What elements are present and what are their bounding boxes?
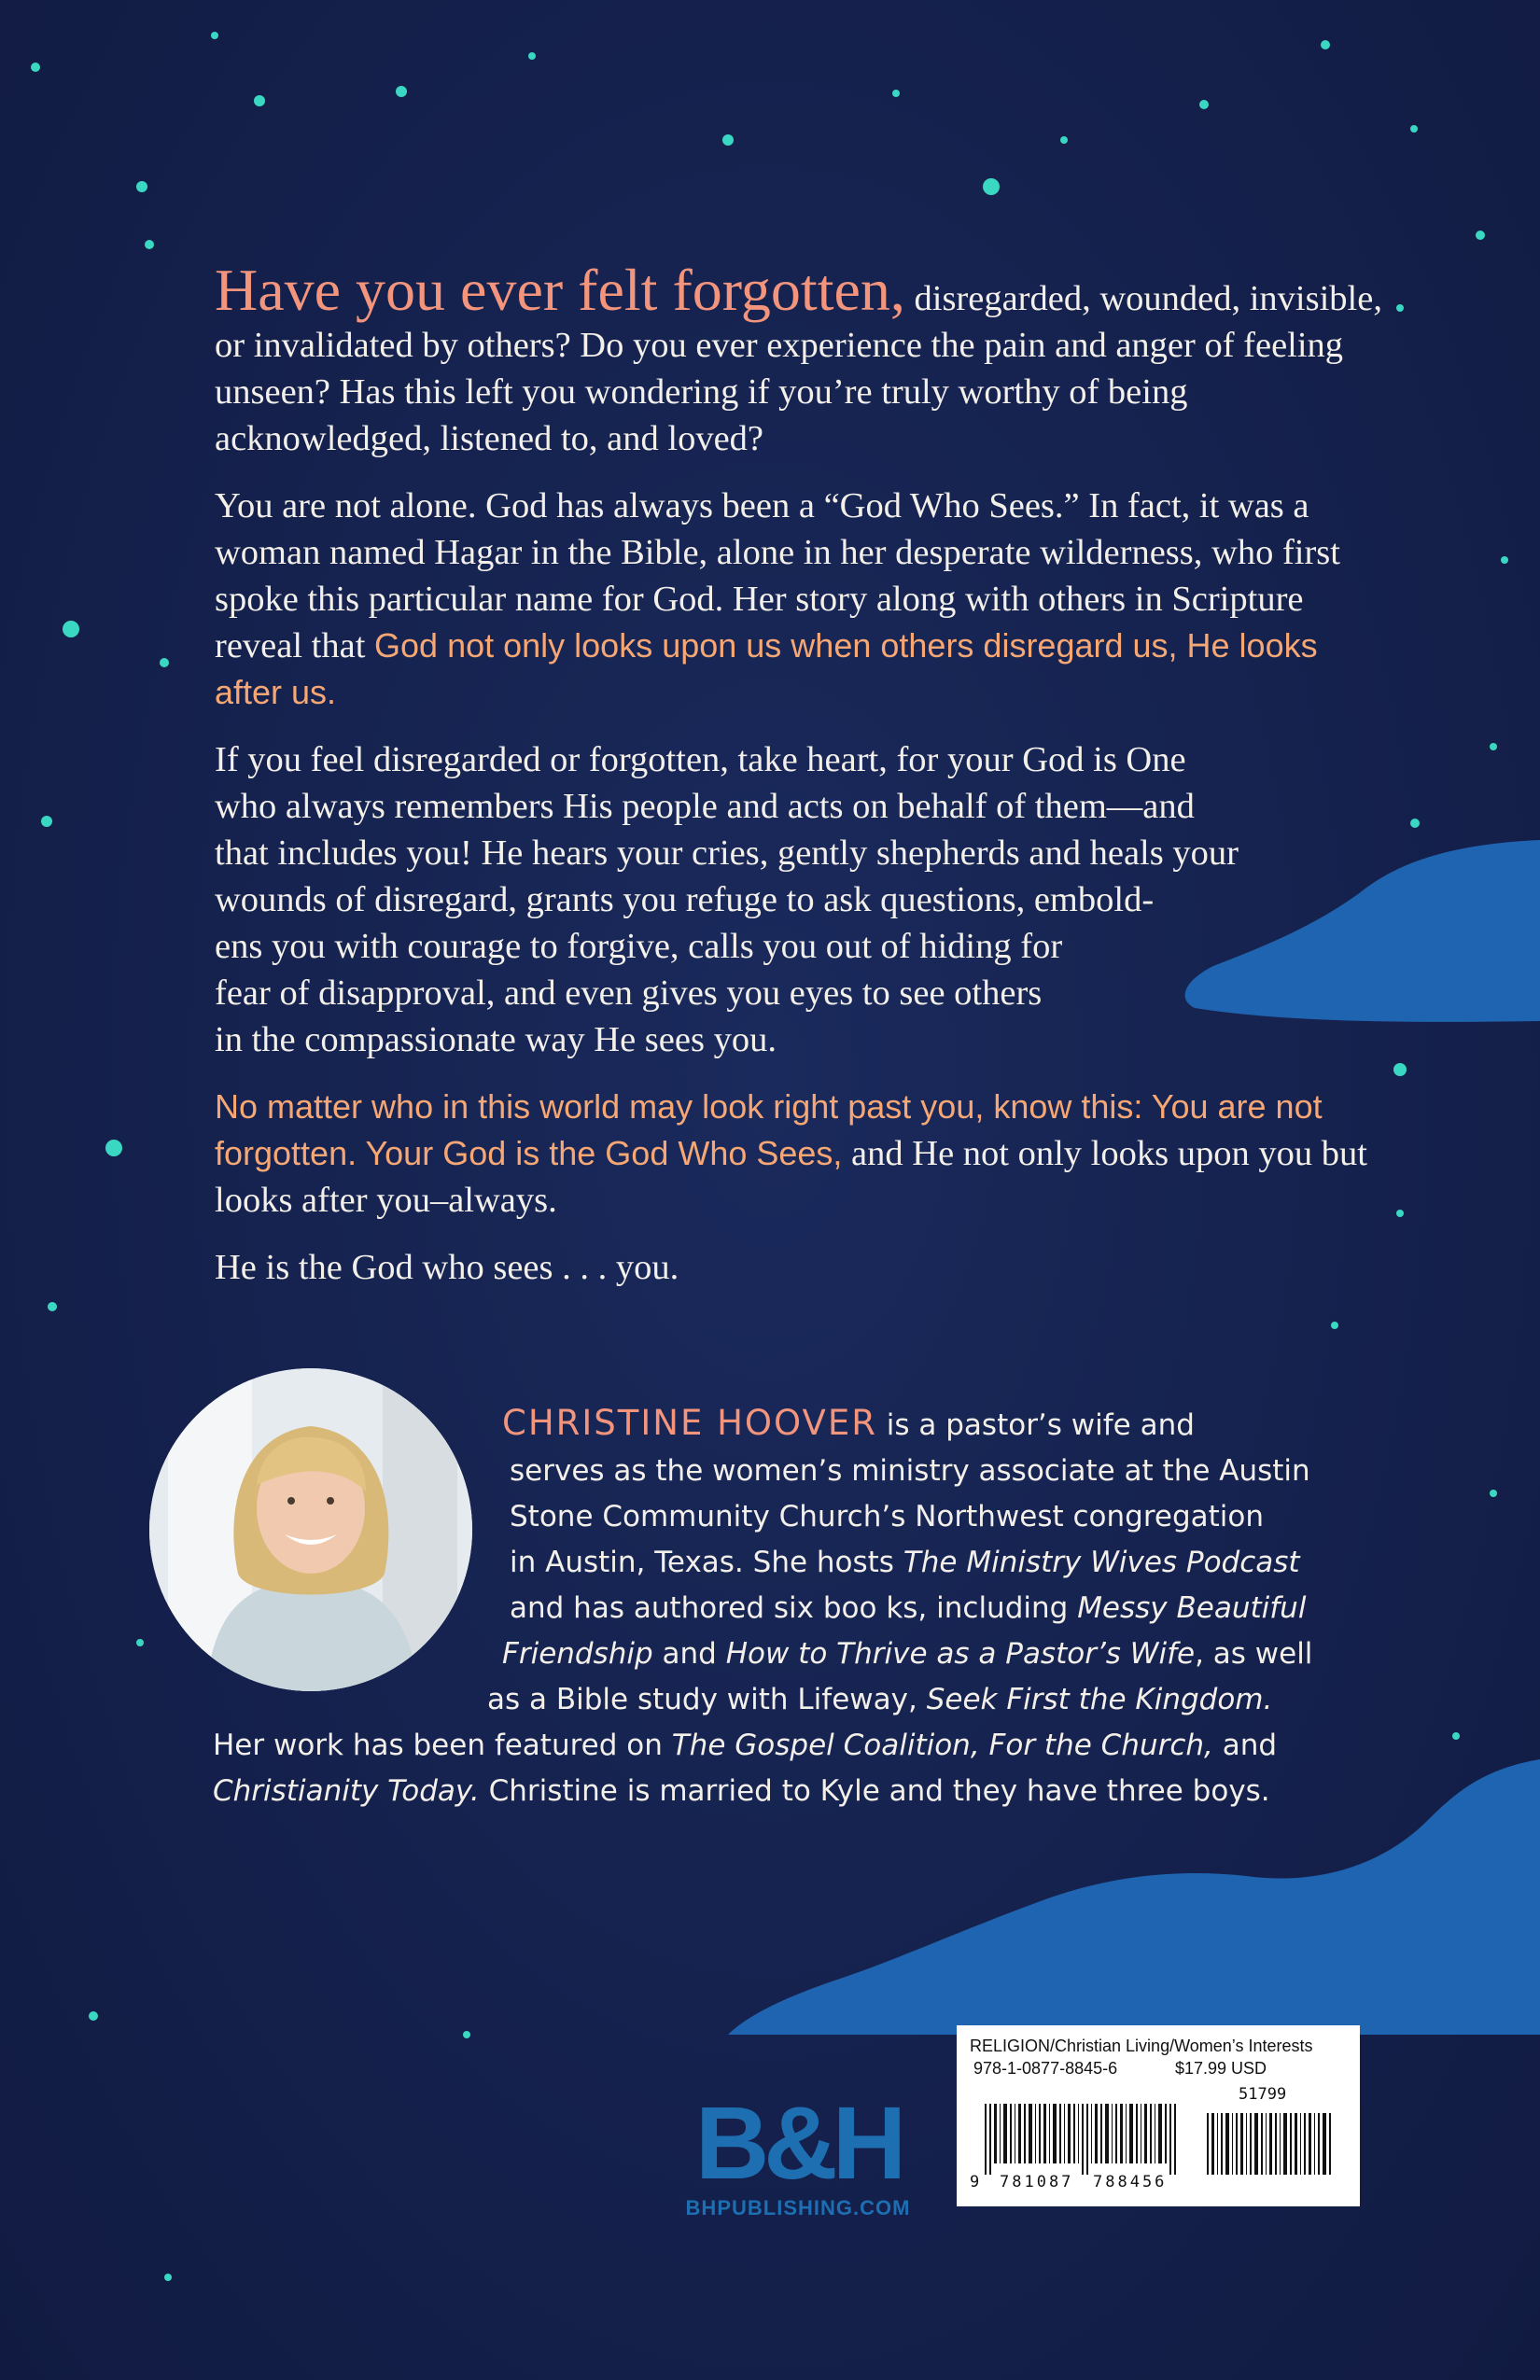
author-bio: CHRISTINE HOOVER is a pastor’s wife and serves as the women’s ministry associate at the Austin Stone Community Church’s Northwest congregation in Austin, Texas. She hosts The Ministry Wives Podcast and has authored six boo ks, including Messy Beautiful Friendship and How to Thrive as a Pastor’s Wife, as well as a Bible study with Lifeway, Seek First the Kingdom. Her work has been featured on The Gospel Coalition, For the Church, and Christianity Today. Christine is married to Kyle and they have three boys. — [213, 1403, 1313, 1808]
author-name: CHRISTINE HOOVER — [502, 1403, 877, 1443]
ean-group-2: 788456 — [1093, 2173, 1168, 2191]
blurb-highlight: God not only looks upon us when others disregard us, He looks after us. — [215, 626, 1318, 711]
barcode-bars — [985, 2104, 1349, 2175]
blurb-paragraph-2: You are not alone. God has always been a “God Who Sees.” In fact, it was a woman named Hagar in the Bible, alone in her desperate wilderness, who first spoke this particular name for God. Her story along with others in Scripture reveal that God not only looks upon us when others disregard us, He looks after us. — [215, 486, 1340, 711]
publisher-logo — [653, 2086, 943, 2220]
retail-price: $17.99 USD — [1175, 2059, 1267, 2078]
blurb-lead-phrase: Have you ever felt forgotten, — [215, 257, 905, 323]
blurb-paragraph-5: He is the God who sees . . . you. — [215, 1248, 679, 1287]
ean-group-1: 781087 — [1000, 2173, 1074, 2191]
blurb-paragraph-1: Have you ever felt forgotten, disregarded, wounded, invisible, or invalidated by others? Do you ever experience the pain and anger of feeling unseen? Has this left you wondering if you’re truly worthy of being acknowledged, listened to, and loved? — [215, 257, 1382, 458]
blurb-paragraph-3: If you feel disregarded or forgotten, take heart, for your God is One who always remembers His people and acts on behalf of them—and that includes you! He hears your cries, gently shepherds and heals your wounds of disregard, grants you refuge to ask questions, embold- ens you with courage to forgive, calls you out of hiding for fear of disapproval, and even gives you eyes to see others in the compassionate way He sees you. — [215, 740, 1239, 1059]
blurb-paragraph-4: No matter who in this world may look right past you, know this: You are not forgotten. Your God is the God Who Sees, and He not only looks upon you but looks after you–always. — [215, 1087, 1367, 1220]
publisher-url: BHPUBLISHING.COM — [685, 2196, 911, 2219]
bisac-category: RELIGION/Christian Living/Women’s Interests — [970, 2037, 1313, 2055]
blurb-highlight: No matter who in this world may look right past you, know this: You are not forgotten. Your God is the God Who Sees, — [215, 1087, 1323, 1172]
isbn-number: 978-1-0877-8845-6 — [973, 2059, 1118, 2078]
description-blurb — [215, 257, 1391, 1311]
publisher-logo-mark: B&H — [694, 2086, 902, 2201]
ean-first-digit: 9 — [970, 2173, 980, 2191]
price-addon-code: 51799 — [1239, 2085, 1287, 2104]
barcode-label — [957, 2025, 1360, 2206]
